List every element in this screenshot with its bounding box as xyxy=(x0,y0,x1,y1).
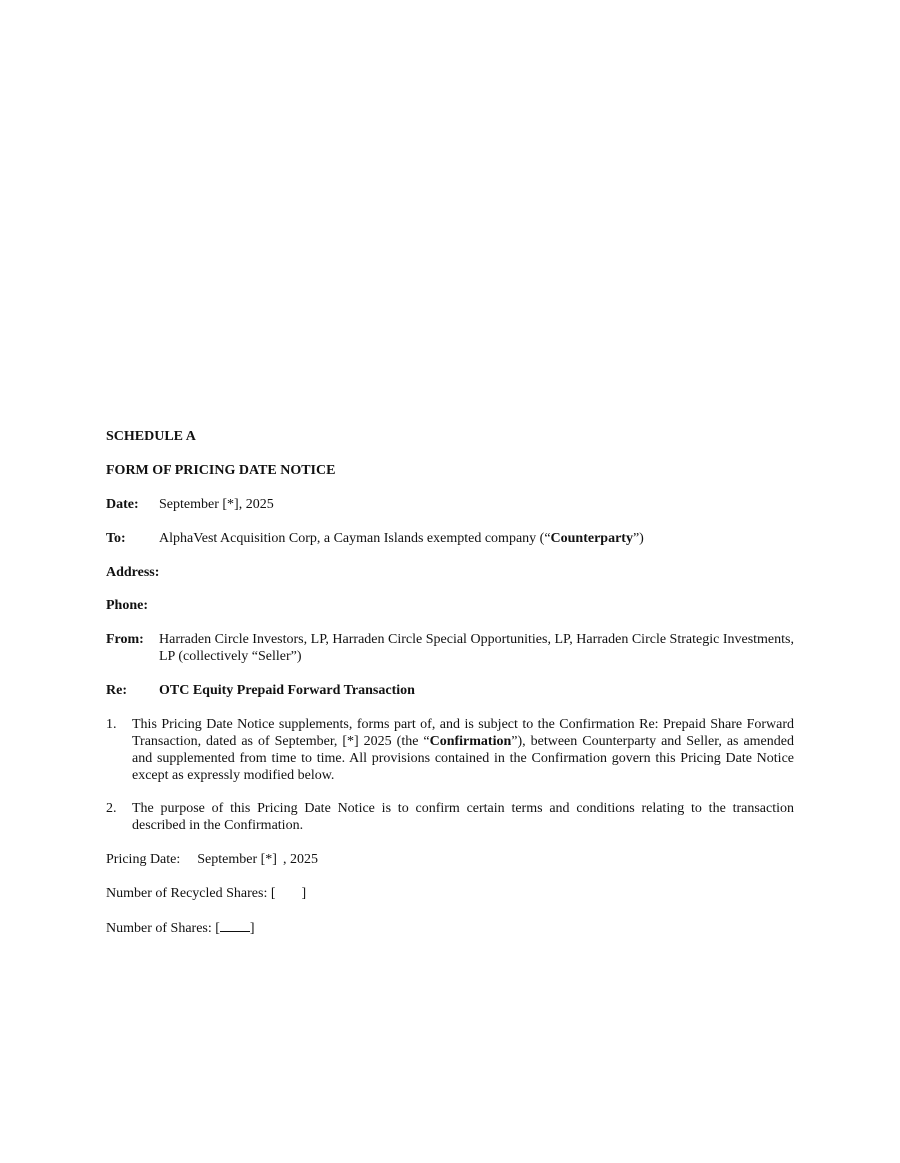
to-value-counterparty: Counterparty xyxy=(550,531,633,546)
recycled-shares-label: Number of Recycled Shares: [ xyxy=(106,886,276,901)
form-title: FORM OF PRICING DATE NOTICE xyxy=(106,463,336,478)
item-text-suffix: ”), between Counterparty and Seller, as amended and supplemented from time to time. All provisions contained in the Confirmation govern this Pricing Date Notice except as expressly modified below. xyxy=(132,734,794,783)
address-label: Address: xyxy=(106,565,160,580)
item-text: The purpose of this Pricing Date Notice is to confirm certain terms and conditions relating to the transaction described in the Confirmation. xyxy=(132,801,794,833)
item-number: 1. xyxy=(106,717,117,732)
item-number: 2. xyxy=(106,801,117,816)
from-label: From: xyxy=(106,632,144,647)
date-value: September [*], 2025 xyxy=(159,497,274,512)
schedule-title: SCHEDULE A xyxy=(106,429,196,444)
pricing-date-label: Pricing Date: xyxy=(106,852,181,867)
phone-label: Phone: xyxy=(106,598,148,613)
recycled-shares-close: ] xyxy=(301,886,307,901)
date-label: Date: xyxy=(106,497,139,512)
number-of-shares-close: ] xyxy=(249,921,255,936)
to-value xyxy=(159,530,644,547)
pricing-date-row xyxy=(106,851,318,868)
number-of-shares-row xyxy=(106,919,255,937)
pricing-date-year: , 2025 xyxy=(282,852,318,867)
number-of-shares-label: Number of Shares: [ xyxy=(106,921,220,936)
item-text xyxy=(132,716,794,784)
number-of-shares-blank xyxy=(220,919,250,932)
pricing-date-value: September [*] xyxy=(197,852,277,867)
re-value: OTC Equity Prepaid Forward Transaction xyxy=(159,683,415,698)
to-value-prefix: AlphaVest Acquisition Corp, a Cayman Islands exempted company (“ xyxy=(159,531,551,546)
recycled-shares-row xyxy=(106,885,306,902)
re-label: Re: xyxy=(106,683,127,698)
to-value-suffix: ”) xyxy=(632,531,644,546)
to-label: To: xyxy=(106,531,126,546)
from-value: Harraden Circle Investors, LP, Harraden Circle Special Opportunities, LP, Harraden Circle Strategic Investments, LP (collectively “Seller”) xyxy=(159,632,794,664)
item-text-confirmation: Confirmation xyxy=(429,734,512,749)
item-text-prefix: This Pricing Date Notice supplements, forms part of, and is subject to the Confirmation Re: Prepaid Share Forward Transaction, dated as of September, [*] 2025 (the “ xyxy=(132,717,794,749)
